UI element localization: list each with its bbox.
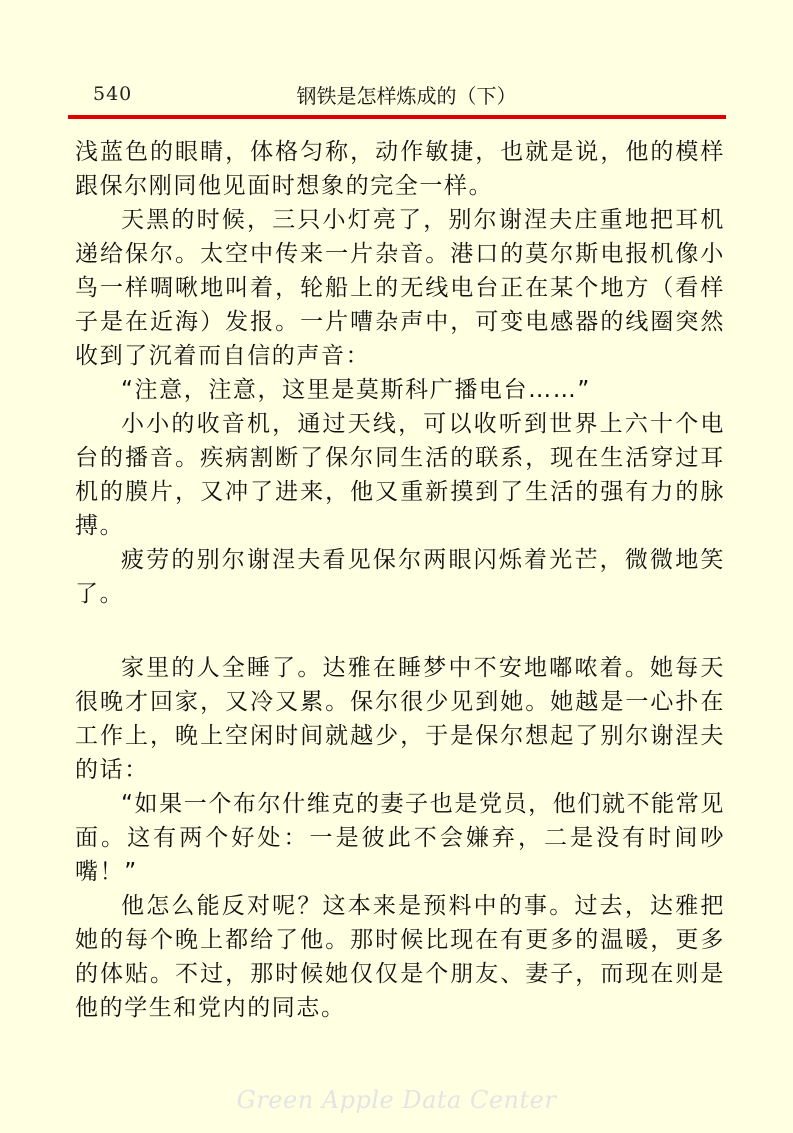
- paragraph: “注意，注意，这里是莫斯科广播电台……”: [121, 377, 591, 403]
- paragraph: 他怎么能反对呢？这本来是预料中的事。过去，达雅把她的每个晚上都给了他。那时候比现在有更多的温暖，更多的体贴。不过，那时候她仅仅是个朋友、妻子，而现在则是他的学生和党内的同志。: [75, 893, 725, 1021]
- header-rule: [68, 115, 726, 119]
- section-break: [75, 611, 725, 651]
- paragraph: 疲劳的别尔谢涅夫看见保尔两眼闪烁着光芒，微微地笑了。: [75, 547, 725, 607]
- watermark: Green Apple Data Center: [236, 1086, 557, 1114]
- paragraph: 天黑的时候，三只小灯亮了，别尔谢涅夫庄重地把耳机递给保尔。太空中传来一片杂音。港口的莫尔斯电报机像小鸟一样啁啾地叫着，轮船上的无线电台正在某个地方（看样子是在近海）发报。一片嘈杂声中，可变电感器的线圈突然收到了沉着而自信的声音：: [75, 207, 725, 369]
- paragraph: 小小的收音机，通过天线，可以收听到世界上六十个电台的播音。疾病割断了保尔同生活的联系，现在生活穿过耳机的膜片，又冲了进来，他又重新摸到了生活的强有力的脉搏。: [75, 411, 725, 539]
- paragraph: 家里的人全睡了。达雅在睡梦中不安地嘟哝着。她每天很晚才回家，又冷又累。保尔很少见到她。她越是一心扑在工作上，晚上空闲时间就越少，于是保尔想起了别尔谢涅夫的话：: [75, 655, 725, 783]
- paragraph: 浅蓝色的眼睛，体格匀称，动作敏捷，也就是说，他的模样跟保尔刚同他见面时想象的完全一样。: [75, 139, 725, 199]
- paragraph: “如果一个布尔什维克的妻子也是党员，他们就不能常见面。这有两个好处：一是彼此不会嫌弃，二是没有时间吵嘴！”: [75, 791, 725, 885]
- body-text: [75, 135, 725, 1025]
- page-number: 540: [93, 83, 133, 105]
- running-title: 钢铁是怎样炼成的（下）: [296, 84, 517, 108]
